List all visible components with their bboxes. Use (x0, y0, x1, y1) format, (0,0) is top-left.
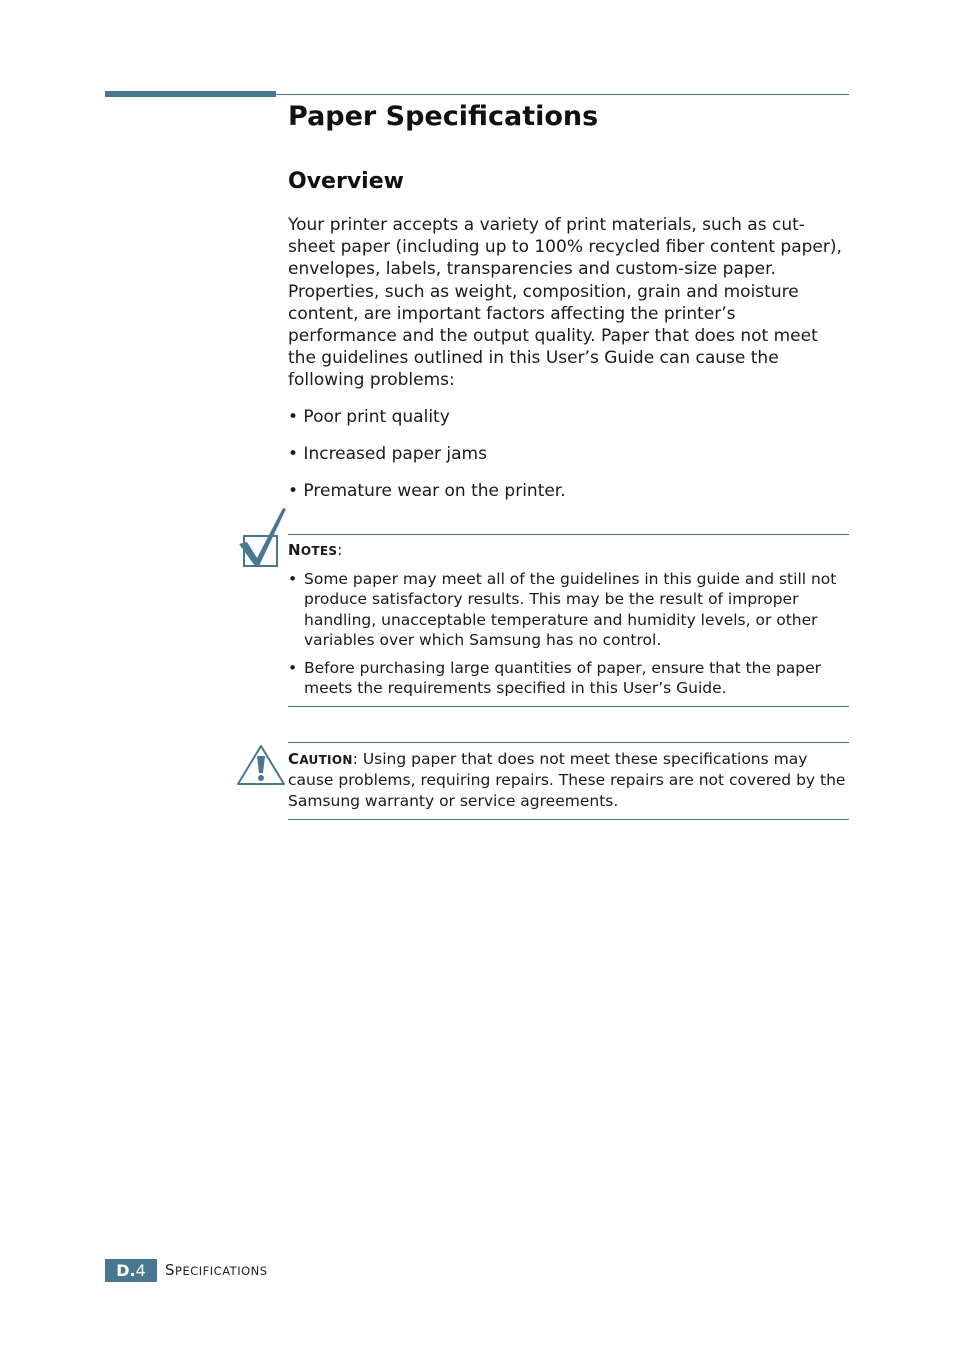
footer-section-title: SPECIFICATIONS (165, 1261, 268, 1279)
caution-text: CAUTION: Using paper that does not meet these specifications may cause problems, requiring repairs. These repairs are not covered by the Samsung warranty or service agreements. (288, 750, 846, 810)
list-item: • Premature wear on the printer. (288, 481, 566, 501)
header-rule-thin (276, 94, 849, 95)
section-heading-overview: Overview (288, 169, 404, 194)
caution-box (288, 742, 849, 820)
list-item: • Poor print quality (288, 407, 450, 427)
bullet-marker: • (288, 570, 298, 588)
header-rule-thick (105, 91, 276, 97)
bullet-marker: • (288, 659, 298, 677)
list-item: • Increased paper jams (288, 444, 487, 464)
notes-box (288, 534, 849, 707)
page-title: Paper Specifications (288, 101, 599, 132)
caution-label: CAUTION (288, 750, 353, 768)
notes-label: NOTES: (288, 541, 343, 559)
problems-list (288, 406, 848, 517)
page-number-badge: D.4 (105, 1259, 157, 1282)
note-item: • Some paper may meet all of the guidelines in this guide and still not produce satisfactory results. This may be the result of improper handling, unacceptable temperature and humidity levels, or other variables over which Samsung has no control. (288, 570, 837, 649)
checkmark-note-icon (237, 506, 289, 570)
overview-paragraph: Your printer accepts a variety of print materials, such as cut-sheet paper (including up to 100% recycled fiber content paper), envelopes, labels, transparencies and custom-size paper. Properties, such as weight, composition, grain and moisture content, are important factors affecting the printer’s performance and the output quality. Paper that does not meet the guidelines outlined in this User’s Guide can cause the following problems: (288, 215, 842, 391)
warning-triangle-icon (236, 744, 286, 788)
note-item: • Before purchasing large quantities of paper, ensure that the paper meets the requirements specified in this User’s Guide. (288, 659, 822, 698)
